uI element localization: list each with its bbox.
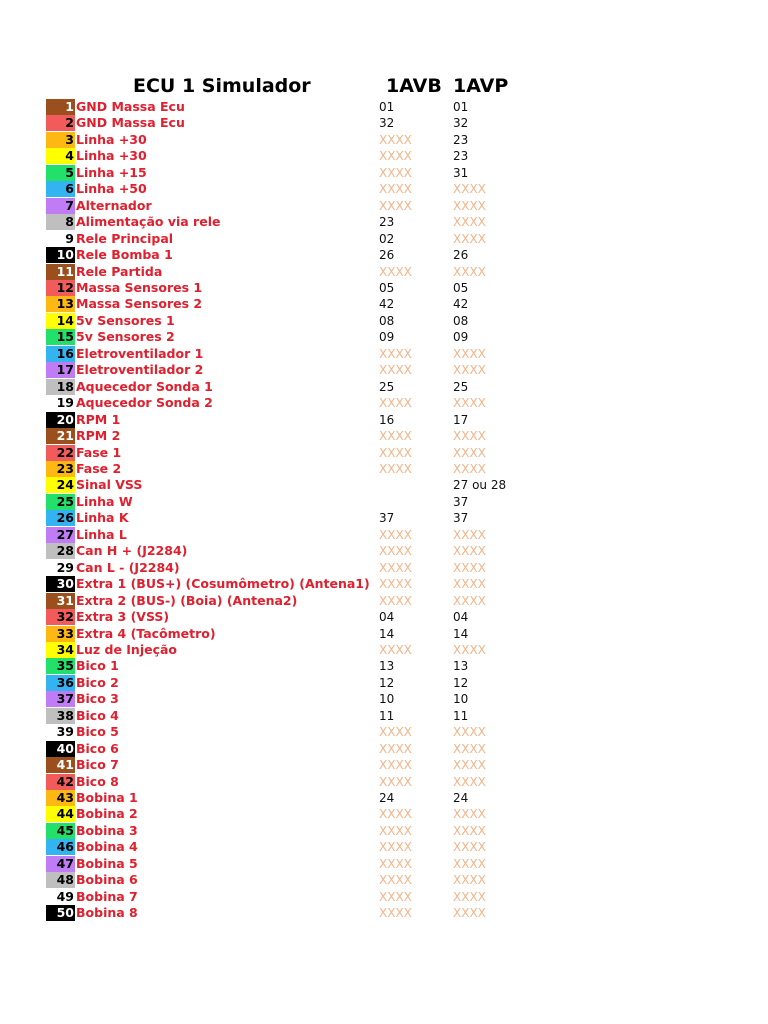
value-1avp-cell: XXXX: [453, 363, 486, 378]
table-row: [0, 741, 768, 757]
column-header-1avb: 1AVB: [386, 75, 442, 97]
value-1avp-cell: 10: [453, 692, 469, 707]
table-row: [0, 593, 768, 609]
pin-number-cell: 40: [46, 741, 75, 757]
table-row: [0, 889, 768, 905]
pin-number-cell: 44: [46, 806, 75, 822]
pin-function-label: Bobina 6: [76, 872, 138, 888]
pin-number-cell: 50: [46, 905, 75, 921]
value-1avp-cell: 32: [453, 116, 469, 131]
value-1avb-cell: 12: [379, 675, 395, 690]
table-row: [0, 379, 768, 395]
value-1avb-cell: XXXX: [379, 429, 412, 444]
value-1avb-cell: XXXX: [379, 725, 412, 740]
table-row: [0, 757, 768, 773]
value-1avp-cell: 05: [453, 280, 469, 295]
pin-function-label: Bico 6: [76, 740, 119, 756]
value-1avp-cell: XXXX: [453, 231, 486, 246]
table-header: [0, 74, 768, 98]
pin-number-cell: 48: [46, 872, 75, 888]
value-1avb-cell: 04: [379, 610, 395, 625]
value-1avb-cell: XXXX: [379, 873, 412, 888]
value-1avb-cell: XXXX: [379, 774, 412, 789]
value-1avb-cell: XXXX: [379, 889, 412, 904]
table-row: [0, 560, 768, 576]
pin-function-label: Alimentação via rele: [76, 214, 221, 230]
pin-function-label: Extra 2 (BUS-) (Boia) (Antena2): [76, 592, 298, 608]
value-1avp-cell: XXXX: [453, 215, 486, 230]
table-row: [0, 428, 768, 444]
pin-number-cell: 31: [46, 593, 75, 609]
value-1avp-cell: 27 ou 28: [453, 478, 507, 493]
table-row: [0, 99, 768, 115]
value-1avp-cell: XXXX: [453, 725, 486, 740]
pin-function-label: Rele Partida: [76, 263, 163, 279]
pin-function-label: Extra 3 (VSS): [76, 609, 170, 625]
table-row: [0, 494, 768, 510]
value-1avb-cell: XXXX: [379, 165, 412, 180]
column-header-1avp: 1AVP: [453, 75, 509, 97]
value-1avp-cell: XXXX: [453, 527, 486, 542]
pin-function-label: Bico 1: [76, 658, 119, 674]
pin-number-cell: 4: [46, 148, 75, 164]
pin-function-label: Bobina 7: [76, 888, 138, 904]
table-row: [0, 790, 768, 806]
pin-function-label: Bobina 4: [76, 839, 138, 855]
pin-number-cell: 37: [46, 691, 75, 707]
value-1avb-cell: XXXX: [379, 807, 412, 822]
pin-function-label: Sinal VSS: [76, 477, 143, 493]
table-row: [0, 280, 768, 296]
value-1avb-cell: XXXX: [379, 741, 412, 756]
pin-number-cell: 8: [46, 214, 75, 230]
pin-number-cell: 36: [46, 675, 75, 691]
value-1avp-cell: XXXX: [453, 429, 486, 444]
pin-function-label: Aquecedor Sonda 1: [76, 378, 213, 394]
pin-number-cell: 14: [46, 313, 75, 329]
value-1avp-cell: XXXX: [453, 873, 486, 888]
pin-number-cell: 43: [46, 790, 75, 806]
pin-function-label: Linha L: [76, 526, 127, 542]
value-1avb-cell: 01: [379, 100, 395, 114]
pin-function-label: 5v Sensores 2: [76, 329, 175, 345]
pin-number-cell: 49: [46, 889, 75, 905]
pin-function-label: Can H + (J2284): [76, 543, 188, 559]
value-1avb-cell: 16: [379, 412, 395, 427]
value-1avp-cell: 37: [453, 511, 469, 526]
value-1avp-cell: 11: [453, 708, 469, 723]
table-row: [0, 148, 768, 164]
pin-number-cell: 25: [46, 494, 75, 510]
value-1avb-cell: 24: [379, 791, 395, 806]
pin-function-label: 5v Sensores 1: [76, 312, 175, 328]
value-1avp-cell: XXXX: [453, 560, 486, 575]
pin-function-label: Linha +30: [76, 148, 147, 164]
pin-function-label: Rele Bomba 1: [76, 247, 173, 263]
pin-function-label: Eletroventilador 1: [76, 345, 204, 361]
value-1avp-cell: XXXX: [453, 396, 486, 411]
pin-function-label: Fase 2: [76, 460, 122, 476]
pin-number-cell: 23: [46, 461, 75, 477]
pin-function-label: Massa Sensores 2: [76, 296, 203, 312]
table-row: [0, 724, 768, 740]
value-1avb-cell: 14: [379, 626, 395, 641]
value-1avb-cell: 23: [379, 215, 395, 230]
value-1avp-cell: 01: [453, 100, 469, 114]
table-row: [0, 856, 768, 872]
pin-function-label: GND Massa Ecu: [76, 115, 185, 131]
value-1avb-cell: XXXX: [379, 560, 412, 575]
value-1avb-cell: XXXX: [379, 642, 412, 657]
value-1avb-cell: XXXX: [379, 346, 412, 361]
pin-number-cell: 45: [46, 823, 75, 839]
pin-function-label: Bico 3: [76, 691, 119, 707]
pin-function-label: Linha W: [76, 493, 133, 509]
pin-number-cell: 33: [46, 626, 75, 642]
value-1avp-cell: 26: [453, 248, 469, 263]
pin-number-cell: 29: [46, 560, 75, 576]
pin-function-label: Alternador: [76, 197, 152, 213]
value-1avp-cell: XXXX: [453, 774, 486, 789]
value-1avp-cell: 31: [453, 165, 469, 180]
value-1avb-cell: XXXX: [379, 823, 412, 838]
table-row: [0, 165, 768, 181]
pin-number-cell: 5: [46, 165, 75, 181]
value-1avb-cell: 08: [379, 313, 395, 328]
value-1avp-cell: XXXX: [453, 346, 486, 361]
value-1avp-cell: XXXX: [453, 577, 486, 592]
pin-number-cell: 21: [46, 428, 75, 444]
pin-number-cell: 47: [46, 856, 75, 872]
pin-function-label: Bobina 2: [76, 806, 138, 822]
pin-number-cell: 22: [46, 445, 75, 461]
value-1avp-cell: 09: [453, 330, 469, 345]
table-row: [0, 115, 768, 131]
value-1avb-cell: XXXX: [379, 149, 412, 164]
pin-function-label: Bico 7: [76, 757, 119, 773]
pin-table: [0, 99, 768, 922]
pin-function-label: Rele Principal: [76, 230, 174, 246]
table-row: [0, 609, 768, 625]
pin-number-cell: 7: [46, 198, 75, 214]
value-1avb-cell: XXXX: [379, 461, 412, 476]
pin-function-label: Bico 8: [76, 773, 119, 789]
table-row: [0, 642, 768, 658]
value-1avp-cell: 14: [453, 626, 469, 641]
pin-function-label: Extra 4 (Tacômetro): [76, 625, 216, 641]
value-1avp-cell: XXXX: [453, 906, 486, 921]
value-1avp-cell: 23: [453, 132, 469, 147]
pin-number-cell: 24: [46, 477, 75, 493]
pin-number-cell: 20: [46, 412, 75, 428]
value-1avp-cell: 37: [453, 494, 469, 509]
value-1avp-cell: XXXX: [453, 445, 486, 460]
pin-function-label: Bobina 8: [76, 905, 138, 921]
pin-number-cell: 3: [46, 132, 75, 148]
pin-function-label: Linha +30: [76, 131, 147, 147]
value-1avb-cell: XXXX: [379, 182, 412, 197]
value-1avp-cell: 17: [453, 412, 469, 427]
value-1avb-cell: XXXX: [379, 577, 412, 592]
value-1avb-cell: 37: [379, 511, 395, 526]
table-row: [0, 329, 768, 345]
pin-function-label: Luz de Injeção: [76, 641, 178, 657]
value-1avb-cell: 42: [379, 297, 395, 312]
pin-function-label: RPM 2: [76, 428, 121, 444]
table-row: [0, 510, 768, 526]
pin-function-label: Bico 2: [76, 674, 119, 690]
table-row: [0, 839, 768, 855]
table-row: [0, 313, 768, 329]
table-row: [0, 905, 768, 921]
value-1avp-cell: XXXX: [453, 741, 486, 756]
pin-number-cell: 30: [46, 576, 75, 592]
table-row: [0, 214, 768, 230]
pin-number-cell: 35: [46, 658, 75, 674]
table-row: [0, 181, 768, 197]
pin-function-label: Massa Sensores 1: [76, 279, 203, 295]
table-row: [0, 477, 768, 493]
pin-function-label: GND Massa Ecu: [76, 99, 185, 114]
table-row: [0, 823, 768, 839]
pin-number-cell: 17: [46, 362, 75, 378]
table-row: [0, 231, 768, 247]
value-1avp-cell: 13: [453, 659, 469, 674]
value-1avb-cell: 05: [379, 280, 395, 295]
value-1avb-cell: 32: [379, 116, 395, 131]
value-1avp-cell: XXXX: [453, 823, 486, 838]
table-row: [0, 346, 768, 362]
value-1avb-cell: 02: [379, 231, 395, 246]
value-1avp-cell: XXXX: [453, 544, 486, 559]
pin-number-cell: 12: [46, 280, 75, 296]
table-row: [0, 658, 768, 674]
value-1avp-cell: 12: [453, 675, 469, 690]
table-row: [0, 198, 768, 214]
pin-number-cell: 26: [46, 510, 75, 526]
value-1avb-cell: XXXX: [379, 363, 412, 378]
value-1avp-cell: 08: [453, 313, 469, 328]
table-row: [0, 691, 768, 707]
value-1avp-cell: XXXX: [453, 182, 486, 197]
pin-number-cell: 16: [46, 346, 75, 362]
pin-number-cell: 11: [46, 264, 75, 280]
pin-number-cell: 32: [46, 609, 75, 625]
value-1avp-cell: 25: [453, 379, 469, 394]
pin-number-cell: 41: [46, 757, 75, 773]
value-1avb-cell: 13: [379, 659, 395, 674]
pin-number-cell: 10: [46, 247, 75, 263]
value-1avp-cell: XXXX: [453, 807, 486, 822]
value-1avb-cell: XXXX: [379, 544, 412, 559]
pin-number-cell: 18: [46, 379, 75, 395]
value-1avb-cell: 26: [379, 248, 395, 263]
table-row: [0, 872, 768, 888]
table-row: [0, 395, 768, 411]
table-row: [0, 264, 768, 280]
pin-number-cell: 46: [46, 839, 75, 855]
table-row: [0, 774, 768, 790]
table-row: [0, 296, 768, 312]
value-1avp-cell: XXXX: [453, 593, 486, 608]
value-1avb-cell: XXXX: [379, 527, 412, 542]
pin-number-cell: 9: [46, 231, 75, 247]
pin-function-label: Linha K: [76, 510, 129, 526]
value-1avb-cell: XXXX: [379, 445, 412, 460]
table-row: [0, 461, 768, 477]
value-1avb-cell: 10: [379, 692, 395, 707]
table-row: [0, 247, 768, 263]
pin-function-label: Extra 1 (BUS+) (Cosumômetro) (Antena1): [76, 576, 370, 592]
value-1avp-cell: XXXX: [453, 840, 486, 855]
value-1avp-cell: 23: [453, 149, 469, 164]
value-1avb-cell: XXXX: [379, 264, 412, 279]
value-1avb-cell: XXXX: [379, 856, 412, 871]
pin-function-label: Bobina 1: [76, 790, 138, 806]
pin-function-label: Can L - (J2284): [76, 559, 180, 575]
pin-number-cell: 39: [46, 724, 75, 740]
table-row: [0, 527, 768, 543]
pin-number-cell: 6: [46, 181, 75, 197]
value-1avb-cell: 25: [379, 379, 395, 394]
pin-number-cell: 13: [46, 296, 75, 312]
value-1avp-cell: XXXX: [453, 461, 486, 476]
table-row: [0, 806, 768, 822]
value-1avp-cell: XXXX: [453, 856, 486, 871]
pin-number-cell: 27: [46, 527, 75, 543]
table-row: [0, 675, 768, 691]
pin-number-cell: 2: [46, 115, 75, 131]
table-row: [0, 543, 768, 559]
pin-number-cell: 19: [46, 395, 75, 411]
pin-function-label: Linha +15: [76, 164, 147, 180]
value-1avb-cell: XXXX: [379, 840, 412, 855]
pin-function-label: Bobina 3: [76, 822, 138, 838]
pin-number-cell: 15: [46, 329, 75, 345]
pin-function-label: Aquecedor Sonda 2: [76, 395, 213, 411]
value-1avb-cell: XXXX: [379, 198, 412, 213]
value-1avp-cell: XXXX: [453, 264, 486, 279]
pin-number-cell: 42: [46, 774, 75, 790]
value-1avp-cell: XXXX: [453, 889, 486, 904]
value-1avp-cell: 04: [453, 610, 469, 625]
table-row: [0, 445, 768, 461]
pin-number-cell: 28: [46, 543, 75, 559]
value-1avb-cell: XXXX: [379, 396, 412, 411]
value-1avb-cell: 09: [379, 330, 395, 345]
pin-function-label: Eletroventilador 2: [76, 362, 204, 378]
value-1avp-cell: 42: [453, 297, 469, 312]
pin-number-cell: 34: [46, 642, 75, 658]
table-row: [0, 132, 768, 148]
value-1avb-cell: 11: [379, 708, 395, 723]
value-1avb-cell: XXXX: [379, 132, 412, 147]
pin-number-cell: 1: [46, 99, 75, 115]
value-1avb-cell: XXXX: [379, 593, 412, 608]
table-row: [0, 576, 768, 592]
value-1avp-cell: XXXX: [453, 198, 486, 213]
pin-function-label: Linha +50: [76, 181, 147, 197]
table-row: [0, 412, 768, 428]
pin-function-label: Bobina 5: [76, 855, 138, 871]
pin-function-label: Bico 5: [76, 724, 119, 740]
value-1avb-cell: XXXX: [379, 906, 412, 921]
pin-function-label: RPM 1: [76, 411, 121, 427]
table-row: [0, 626, 768, 642]
table-row: [0, 362, 768, 378]
page-title: ECU 1 Simulador: [133, 75, 311, 97]
table-row: [0, 708, 768, 724]
value-1avp-cell: XXXX: [453, 642, 486, 657]
value-1avp-cell: 24: [453, 791, 469, 806]
value-1avp-cell: XXXX: [453, 758, 486, 773]
pin-function-label: Bico 4: [76, 707, 119, 723]
pin-number-cell: 38: [46, 708, 75, 724]
value-1avb-cell: XXXX: [379, 758, 412, 773]
pin-function-label: Fase 1: [76, 444, 122, 460]
